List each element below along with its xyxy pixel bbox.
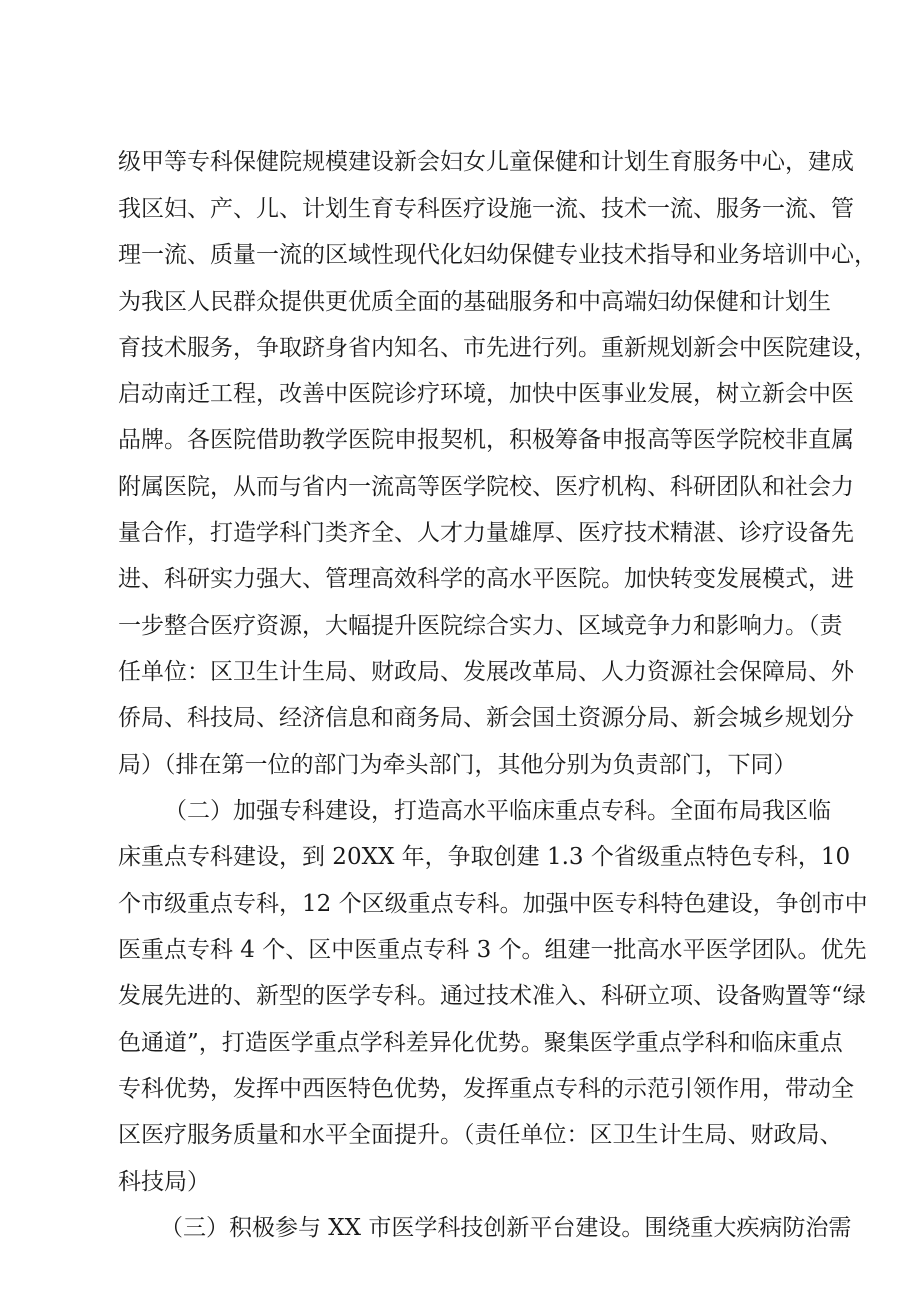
text-line: 我区妇、产、儿、计划生育专科医疗设施一流、技术一流、服务一流、管 [118, 196, 854, 222]
text-line: 科技局） [118, 1169, 210, 1195]
text-line: 量合作，打造学科门类齐全、人才力量雄厚、医疗技术精湛、诊疗设备先 [118, 520, 854, 546]
text-line: 发展先进的、新型的医学专科。通过技术准入、科研立项、设备购置等“绿 [118, 983, 866, 1009]
section-heading-line: （三）积极参与 XX 市医学科技创新平台建设。围绕重大疾病防治需 [160, 1215, 852, 1241]
text-line: 局）（排在第一位的部门为牵头部门，其他分别为负责部门，下同） [118, 752, 797, 778]
text-line: 级甲等专科保健院规模建设新会妇女儿童保健和计划生育服务中心，建成 [118, 149, 854, 175]
text-line: 专科优势，发挥中西医特色优势，发挥重点专科的示范引领作用，带动全 [118, 1076, 854, 1102]
text-line: 启动南迁工程，改善中医院诊疗环境，加快中医事业发展，树立新会中医 [118, 381, 854, 407]
text-line: 任单位：区卫生计生局、财政局、发展改革局、人力资源社会保障局、外 [118, 659, 854, 685]
text-line: 床重点专科建设，到 20XX 年，争取创建 1.3 个省级重点特色专科，10 [118, 844, 851, 870]
text-line: 区医疗服务质量和水平全面提升。（责任单位：区卫生计生局、财政局、 [118, 1122, 843, 1148]
text-line: 附属医院，从而与省内一流高等医学院校、医疗机构、科研团队和社会力 [118, 474, 854, 500]
text-line: 色通道”，打造医学重点学科差异化优势。聚集医学重点学科和临床重点 [118, 1030, 843, 1056]
text-line: 理一流、质量一流的区域性现代化妇幼保健专业技术指导和业务培训中心， [118, 242, 877, 268]
text-line: 进、科研实力强大、管理高效科学的高水平医院。加快转变发展模式，进 [118, 566, 854, 592]
text-line: 医重点专科 4 个、区中医重点专科 3 个。组建一批高水平医学团队。优先 [118, 937, 867, 963]
text-line: 侨局、科技局、经济信息和商务局、新会国土资源分局、新会城乡规划分 [118, 705, 854, 731]
text-line: 育技术服务，争取跻身省内知名、市先进行列。重新规划新会中医院建设， [118, 335, 877, 361]
text-line: 一步整合医疗资源，大幅提升医院综合实力、区域竞争力和影响力。（责 [118, 613, 843, 639]
text-line: 为我区人民群众提供更优质全面的基础服务和中高端妇幼保健和计划生 [118, 289, 831, 315]
text-line: 个市级重点专科，12 个区级重点专科。加强中医专科特色建设，争创市中 [118, 891, 868, 917]
text-line: 品牌。各医院借助教学医院申报契机，积极筹备申报高等医学院校非直属 [118, 427, 854, 453]
section-heading-line: （二）加强专科建设，打造高水平临床重点专科。全面布局我区临 [164, 798, 831, 824]
